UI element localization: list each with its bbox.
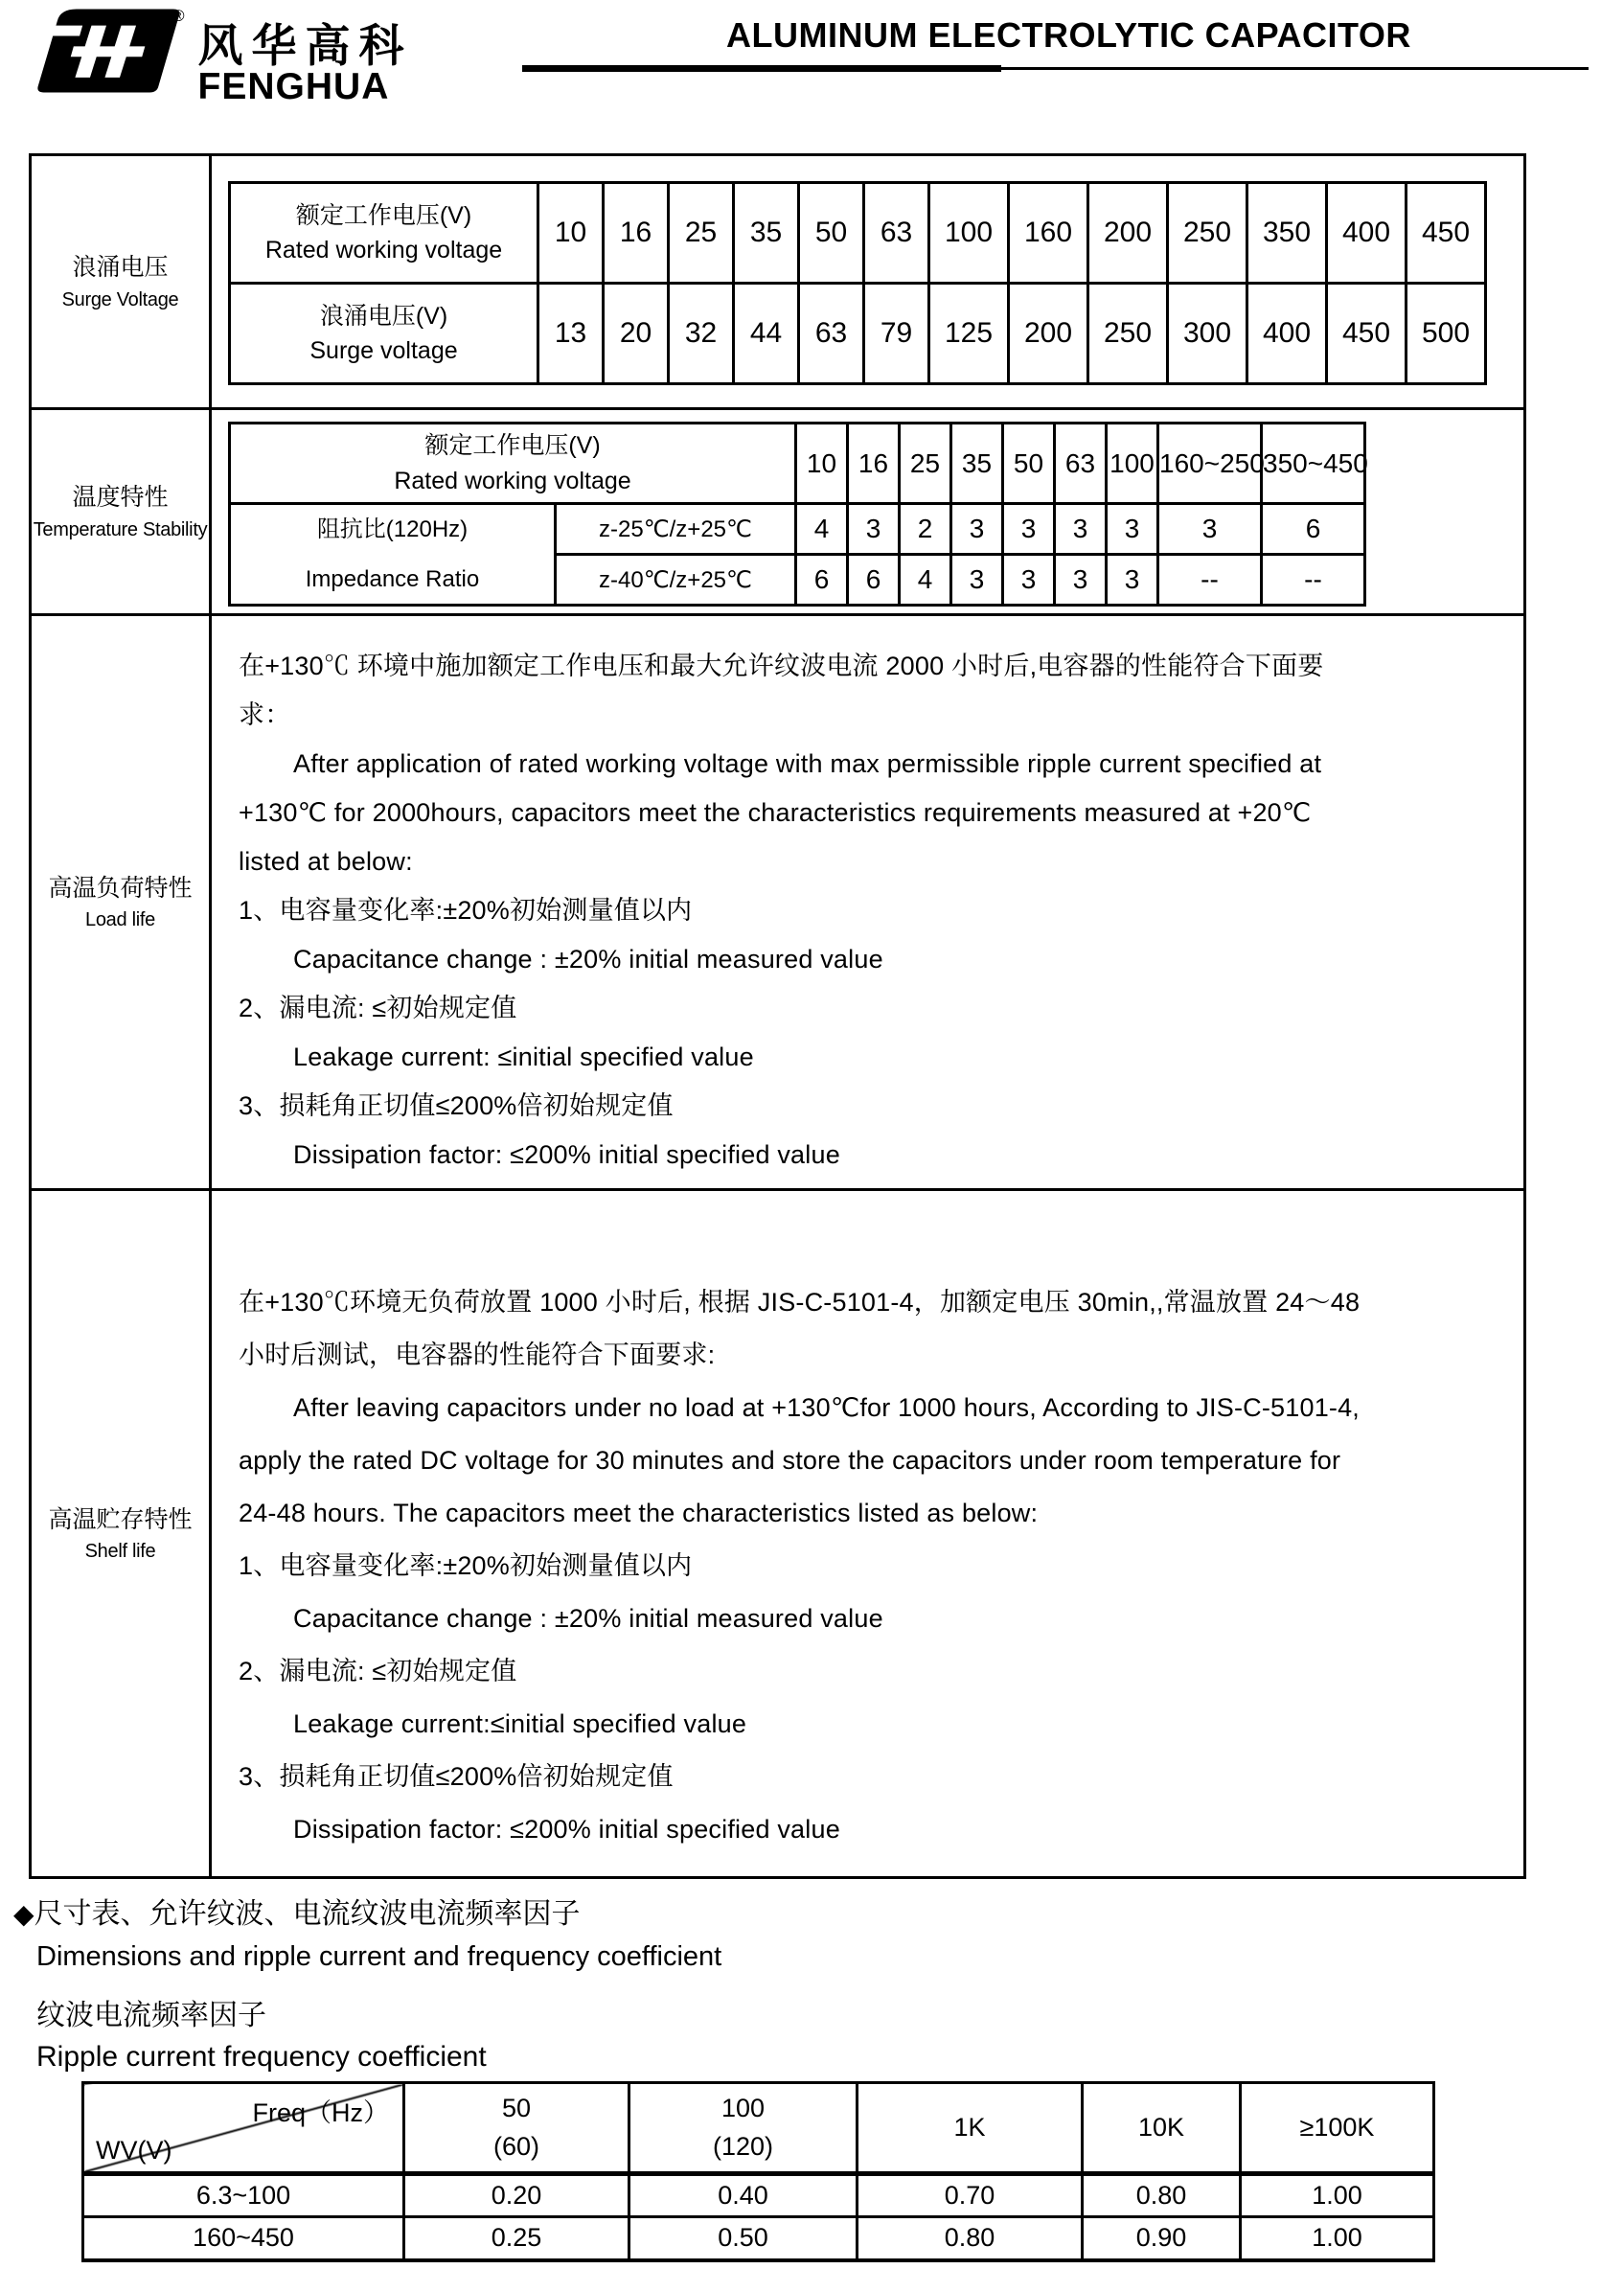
load-life-line: 1、电容量变化率:±20%初始测量值以内 <box>239 896 693 925</box>
surge-voltage-cell: 125 <box>929 284 1009 384</box>
freq-value: ≥100K <box>1299 2112 1375 2142</box>
ratio-40-cell: 3 <box>951 555 1003 606</box>
surge-voltage-cell: 200 <box>1009 284 1088 384</box>
shelf-life-line: 1、电容量变化率:±20%初始测量值以内 <box>239 1551 693 1580</box>
row-label-cn: 浪涌电压 <box>72 254 169 282</box>
section-heading-en: Dimensions and ripple current and frequency coefficient <box>36 1941 722 1972</box>
row-label-en: Surge Voltage <box>61 288 179 310</box>
ratio-25-cell: 3 <box>848 504 900 555</box>
spec-row-shelf-life <box>32 1188 1523 1876</box>
temp-voltage-cell: 160~250 <box>1158 424 1262 504</box>
rated-voltage-header <box>230 183 538 284</box>
freq-value: 10K <box>1137 2112 1185 2142</box>
surge-voltage-cell: 32 <box>669 284 734 384</box>
row-label-load-life <box>32 616 212 1188</box>
freq-value-alt: (60) <box>492 2131 539 2161</box>
spec-row-load-life <box>32 613 1523 1188</box>
condition-z-minus40: z-40℃/z+25℃ <box>556 555 796 606</box>
wv-range-cell: 6.3~100 <box>83 2174 404 2217</box>
coefficient-cell: 0.40 <box>629 2174 858 2217</box>
surge-voltage-cell: 44 <box>734 284 799 384</box>
coefficient-cell: 0.25 <box>404 2217 629 2260</box>
row-label-surge-voltage <box>32 156 212 407</box>
freq-corner-cell <box>83 2083 404 2174</box>
ratio-40-cell: -- <box>1262 555 1365 606</box>
fenghua-logo <box>25 8 413 107</box>
coefficient-cell: 0.80 <box>1083 2174 1241 2217</box>
freq-column-header <box>404 2083 629 2174</box>
rated-voltage-cell: 16 <box>604 183 669 284</box>
rated-voltage-cell: 250 <box>1168 183 1247 284</box>
load-life-line: +130℃ for 2000hours, capacitors meet the characteristics requirements measured at +20℃ <box>239 798 1312 827</box>
temperature-stability-content <box>212 410 1523 613</box>
ratio-25-cell: 3 <box>1158 504 1262 555</box>
ratio-40-cell: -- <box>1158 555 1262 606</box>
ratio-40-cell: 6 <box>796 555 848 606</box>
rated-voltage-cell: 25 <box>669 183 734 284</box>
rated-voltage-cell: 400 <box>1327 183 1407 284</box>
shelf-life-line: apply the rated DC voltage for 30 minutes and store the capacitors under room temperature for <box>239 1446 1341 1475</box>
spec-row-surge-voltage <box>32 156 1523 407</box>
rated-voltage-row <box>230 183 1486 284</box>
temp-header-cn: 额定工作电压(V) <box>424 432 601 460</box>
freq-value: 100 <box>721 2094 766 2123</box>
shelf-life-text <box>212 1191 1523 1863</box>
freq-column-header <box>629 2083 858 2174</box>
surge-voltage-table <box>228 181 1487 385</box>
freq-column-header <box>1241 2083 1434 2174</box>
shelf-life-line: 在+130℃环境无负荷放置 1000 小时后, 根据 JIS-C-5101-4，加额定电压 30min,,常温放置 24～48 <box>239 1288 1361 1317</box>
load-life-line: Dissipation factor: ≤200% initial specified value <box>293 1140 840 1169</box>
impedance-ratio-label-en: Impedance Ratio <box>305 565 480 592</box>
rated-voltage-cell: 350 <box>1247 183 1327 284</box>
temp-voltage-cell: 25 <box>900 424 951 504</box>
section-heading-cn <box>13 1890 581 1932</box>
row-label-cn: 高温负荷特性 <box>48 874 193 902</box>
header-rule-thick <box>522 65 1001 72</box>
fenghua-logo-icon <box>25 8 188 94</box>
temp-header-en: Rated working voltage <box>394 467 631 494</box>
coefficient-cell: 0.90 <box>1083 2217 1241 2260</box>
load-life-line: After application of rated working voltage with max permissible ripple current specified at <box>293 749 1322 778</box>
rated-voltage-cell: 35 <box>734 183 799 284</box>
surge-voltage-cell: 400 <box>1247 284 1327 384</box>
rated-voltage-cell: 100 <box>929 183 1009 284</box>
rated-voltage-label-cn: 额定工作电压(V) <box>295 201 472 229</box>
temp-voltage-cell: 10 <box>796 424 848 504</box>
coefficient-cell: 1.00 <box>1241 2174 1434 2217</box>
ratio-40-cell: 3 <box>1055 555 1107 606</box>
temp-voltage-cell: 63 <box>1055 424 1107 504</box>
surge-voltage-label-cn: 浪涌电压(V) <box>319 302 448 330</box>
row-label-temperature-stability <box>32 410 212 613</box>
temp-header-row <box>230 424 1365 504</box>
shelf-life-line: 2、漏电流: ≤初始规定值 <box>239 1657 517 1685</box>
freq-data-row <box>83 2174 1434 2217</box>
freq-axis-label: Freq（Hz） <box>252 2098 389 2127</box>
ratio-25-cell: 3 <box>1003 504 1055 555</box>
document-title: ALUMINUM ELECTROLYTIC CAPACITOR <box>726 15 1411 55</box>
coefficient-cell: 0.80 <box>858 2217 1083 2260</box>
load-life-text <box>212 616 1523 1184</box>
surge-voltage-cell: 63 <box>799 284 864 384</box>
ratio-40-cell: 6 <box>848 555 900 606</box>
load-life-line: Leakage current: ≤initial specified value <box>293 1043 754 1071</box>
row-label-cn: 温度特性 <box>72 484 169 512</box>
temp-voltage-cell: 100 <box>1107 424 1158 504</box>
freq-value: 1K <box>953 2112 986 2142</box>
coefficient-cell: 0.20 <box>404 2174 629 2217</box>
rated-voltage-label-en: Rated working voltage <box>264 237 503 264</box>
load-life-line: Capacitance change : ±20% initial measured value <box>293 945 883 974</box>
impedance-ratio-table <box>228 422 1366 607</box>
shelf-life-line: After leaving capacitors under no load at +130℃for 1000 hours, According to JIS-C-5101-4, <box>293 1393 1361 1422</box>
rated-voltage-cell: 50 <box>799 183 864 284</box>
diamond-bullet-icon: ◆ <box>13 1899 34 1929</box>
impedance-ratio-label <box>230 504 556 606</box>
coefficient-cell: 1.00 <box>1241 2217 1434 2260</box>
freq-value: 50 <box>501 2094 532 2123</box>
temp-voltage-cell: 50 <box>1003 424 1055 504</box>
freq-column-header <box>858 2083 1083 2174</box>
ratio-25-cell: 2 <box>900 504 951 555</box>
rated-voltage-cell: 450 <box>1407 183 1486 284</box>
header-rule-thin <box>999 67 1589 70</box>
frequency-coefficient-table <box>81 2081 1435 2262</box>
surge-voltage-cell: 300 <box>1168 284 1247 384</box>
row-label-en: Load life <box>85 909 155 931</box>
condition-z-minus25: z-25℃/z+25℃ <box>556 504 796 555</box>
freq-data-row <box>83 2217 1434 2260</box>
wv-range-cell: 160~450 <box>83 2217 404 2260</box>
impedance-ratio-row-25 <box>230 504 1365 555</box>
surge-voltage-content <box>212 156 1523 407</box>
surge-voltage-cell: 250 <box>1088 284 1168 384</box>
surge-voltage-row <box>230 284 1486 384</box>
shelf-life-line: Dissipation factor: ≤200% initial specified value <box>293 1815 840 1844</box>
wv-axis-label: WV(V) <box>96 2136 172 2165</box>
spec-row-temperature-stability <box>32 407 1523 613</box>
freq-header-row <box>83 2083 1434 2174</box>
ratio-25-cell: 4 <box>796 504 848 555</box>
temp-voltage-cell: 16 <box>848 424 900 504</box>
rated-voltage-cell: 160 <box>1009 183 1088 284</box>
ratio-25-cell: 3 <box>1107 504 1158 555</box>
shelf-life-line: 24-48 hours. The capacitors meet the characteristics listed as below: <box>239 1499 1039 1527</box>
ratio-40-cell: 4 <box>900 555 951 606</box>
registered-mark: ® <box>172 7 185 25</box>
shelf-life-line: Leakage current:≤initial specified value <box>293 1709 747 1738</box>
logo-cn-text: 风华高科 <box>197 20 413 71</box>
shelf-life-content <box>212 1191 1523 1876</box>
rated-voltage-cell: 200 <box>1088 183 1168 284</box>
temp-rated-voltage-header <box>230 424 796 504</box>
shelf-life-line: Capacitance change : ±20% initial measured value <box>293 1604 883 1633</box>
ratio-40-cell: 3 <box>1003 555 1055 606</box>
surge-voltage-cell: 450 <box>1327 284 1407 384</box>
shelf-life-line: 3、损耗角正切值≤200%倍初始规定值 <box>239 1762 674 1791</box>
logo-text <box>198 8 413 107</box>
temp-voltage-cell: 350~450 <box>1262 424 1365 504</box>
rated-voltage-cell: 63 <box>864 183 929 284</box>
surge-voltage-label-en: Surge voltage <box>309 337 458 364</box>
ratio-25-cell: 3 <box>1055 504 1107 555</box>
section-subheading-cn: 纹波电流频率因子 <box>36 2000 266 2031</box>
section-heading-cn-text: 尺寸表、允许纹波、电流纹波电流频率因子 <box>34 1898 581 1930</box>
rated-voltage-cell: 10 <box>538 183 604 284</box>
surge-voltage-cell: 500 <box>1407 284 1486 384</box>
row-label-cn: 高温贮存特性 <box>48 1505 193 1533</box>
temp-voltage-cell: 35 <box>951 424 1003 504</box>
load-life-line: 求： <box>239 700 291 729</box>
coefficient-cell: 0.50 <box>629 2217 858 2260</box>
load-life-content <box>212 616 1523 1188</box>
surge-voltage-cell: 79 <box>864 284 929 384</box>
load-life-line: 2、漏电流: ≤初始规定值 <box>239 994 517 1022</box>
section-subheading-en: Ripple current frequency coefficient <box>36 2041 487 2073</box>
ratio-40-cell: 3 <box>1107 555 1158 606</box>
coefficient-cell: 0.70 <box>858 2174 1083 2217</box>
freq-column-header <box>1083 2083 1241 2174</box>
row-label-en: Shelf life <box>84 1541 156 1563</box>
surge-voltage-cell: 13 <box>538 284 604 384</box>
spec-table <box>29 153 1526 1879</box>
impedance-ratio-label-cn: 阻抗比(120Hz) <box>316 516 469 542</box>
row-label-en: Temperature Stability <box>33 518 208 540</box>
ratio-25-cell: 3 <box>951 504 1003 555</box>
shelf-life-line: 小时后测试，电容器的性能符合下面要求: <box>239 1341 716 1369</box>
load-life-line: 3、损耗角正切值≤200%倍初始规定值 <box>239 1091 674 1120</box>
load-life-line: 在+130℃ 环境中施加额定工作电压和最大允许纹波电流 2000 小时后,电容器的性能符合下面要 <box>239 652 1324 680</box>
surge-voltage-cell: 20 <box>604 284 669 384</box>
freq-value-alt: (120) <box>712 2131 774 2161</box>
row-label-shelf-life <box>32 1191 212 1876</box>
ratio-25-cell: 6 <box>1262 504 1365 555</box>
load-life-line: listed at below: <box>239 847 413 876</box>
surge-voltage-header <box>230 284 538 384</box>
logo-en-text: FENGHUA <box>197 66 390 107</box>
